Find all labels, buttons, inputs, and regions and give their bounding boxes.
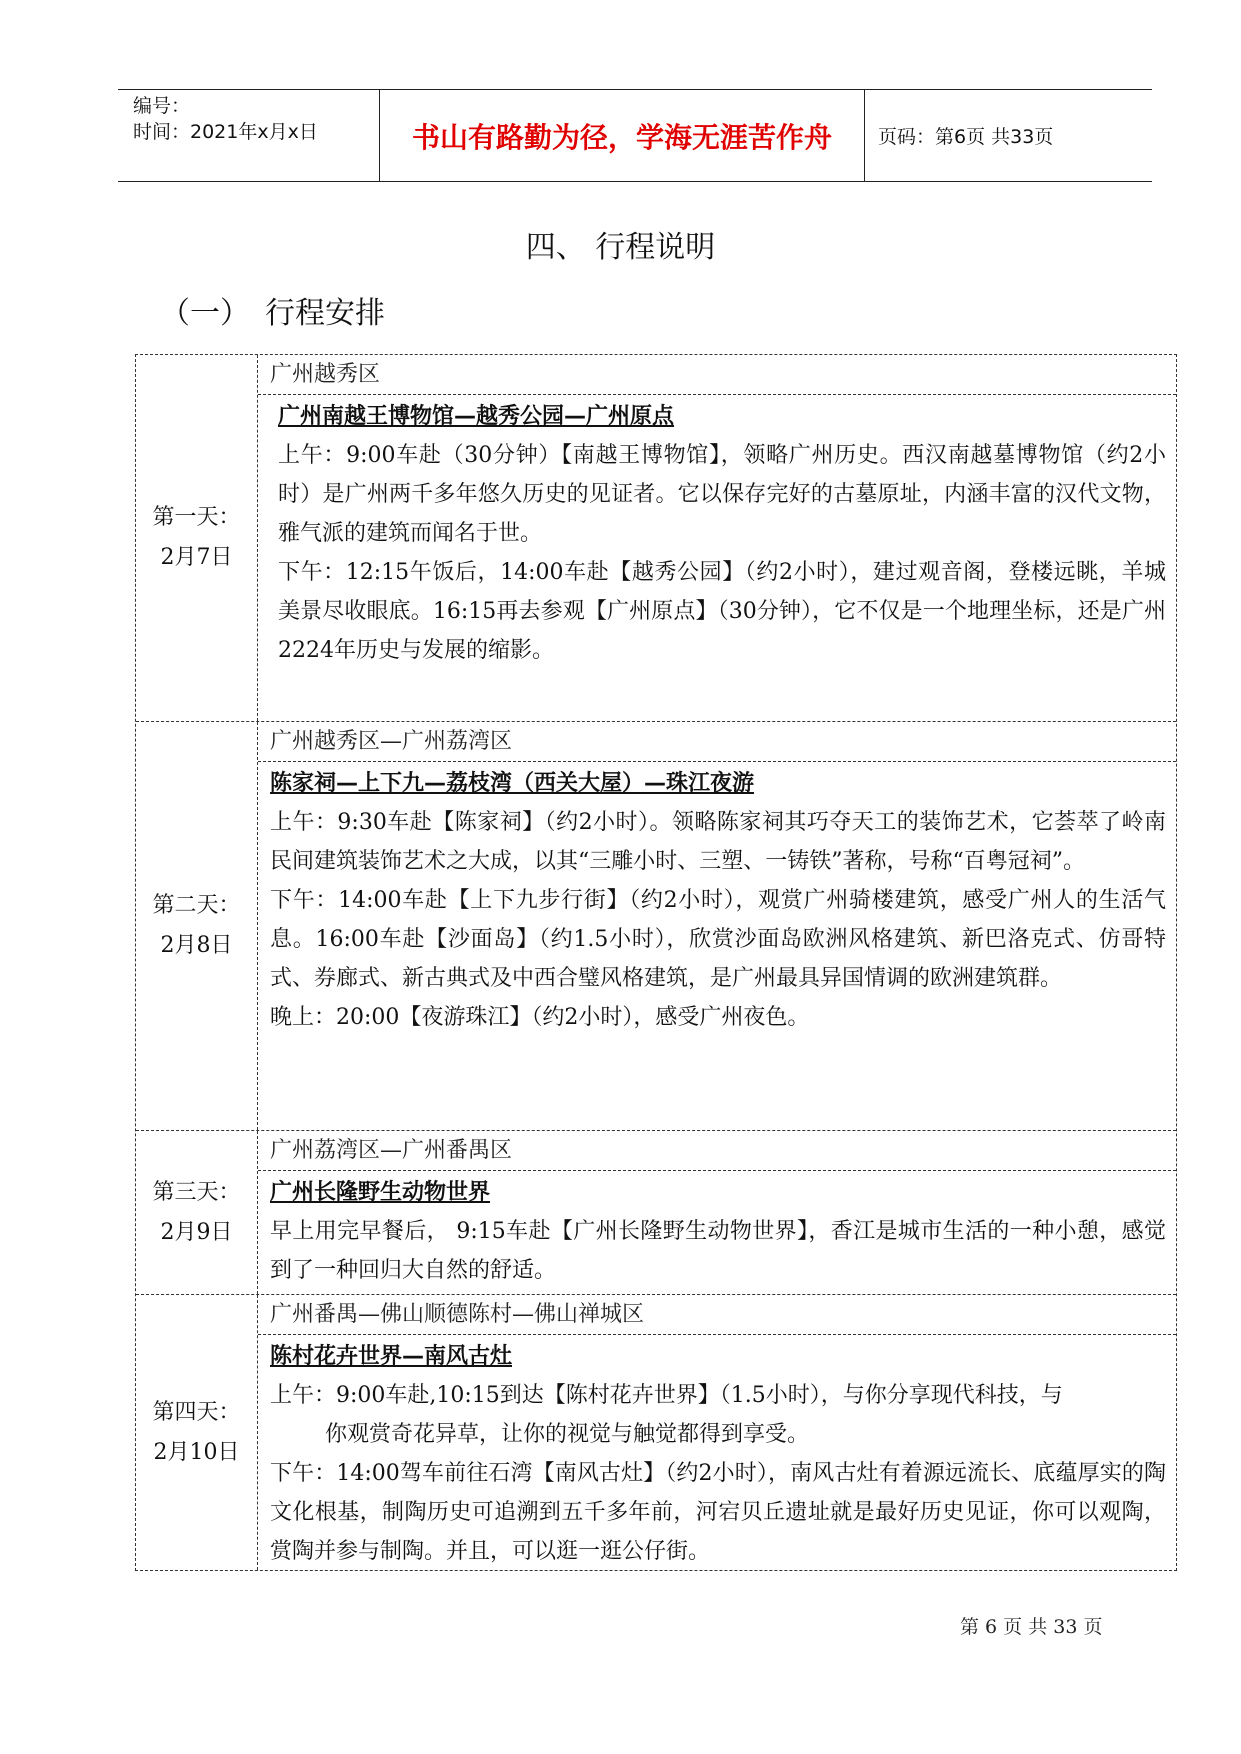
day-body (258, 762, 1176, 1037)
subsection-title: （一） 行程安排 (160, 296, 385, 331)
day-route: 广州南越王博物馆—越秀公园—广州原点 (278, 404, 675, 429)
day-row (136, 1294, 1176, 1570)
day-paragraph: 你观赏奇花异草，让你的视觉与触觉都得到享受。 (325, 1422, 810, 1447)
day-row (136, 721, 1176, 1130)
day-label: 第四天： (152, 1399, 241, 1425)
day-date: 2月9日 (160, 1219, 233, 1245)
day-route: 广州长隆野生动物世界 (270, 1180, 491, 1205)
day-date: 2月7日 (160, 545, 233, 570)
section-title: 四、 行程说明 (525, 230, 716, 265)
day-cell (136, 355, 258, 721)
day-date: 2月8日 (160, 933, 233, 958)
day-content (258, 1295, 1176, 1570)
day-area: 广州番禺—佛山顺德陈村—佛山禅城区 (258, 1295, 1176, 1335)
day-content (258, 722, 1176, 1130)
day-paragraph: 晚上：20:00【夜游珠江】（约2小时），感受广州夜色。 (270, 1005, 810, 1030)
day-body (258, 1171, 1176, 1290)
day-label: 第二天： (152, 893, 241, 918)
day-paragraph: 下午：12:15午饭后，14:00车赴【越秀公园】（约2小时），建过观音阁，登楼远眺，羊城美景尽收眼底。16:15再去参观【广州原点】（30分钟），它不仅是一个地理坐标，还是广州2224年历史与发展的缩影。 (278, 560, 1166, 663)
day-cell (136, 1295, 258, 1570)
day-area: 广州荔湾区—广州番禺区 (258, 1131, 1176, 1171)
day-date: 2月10日 (153, 1439, 240, 1465)
day-paragraph: 下午：14:00车赴【上下九步行街】（约2小时），观赏广州骑楼建筑，感受广州人的生活气息。16:00车赴【沙面岛】（约1.5小时），欣赏沙面岛欧洲风格建筑、新巴洛克式、仿哥特式、券廊式、新古典式及中西合璧风格建筑，是广州最具异国情调的欧洲建筑群。 (270, 888, 1166, 991)
header-divider (864, 90, 865, 181)
day-label: 第一天： (152, 505, 241, 530)
day-content (258, 1131, 1176, 1294)
day-paragraph: 上午：9:00车赴（30分钟）【南越王博物馆】，领略广州历史。西汉南越墓博物馆（约2小时）是广州两千多年悠久历史的见证者。它以保存完好的古墓原址，内涵丰富的汉代文物，雅气派的建筑而闻名于世。 (278, 443, 1166, 546)
day-row (136, 355, 1176, 721)
itinerary-table (135, 354, 1177, 1571)
day-route: 陈家祠—上下九—荔枝湾（西关大屋）—珠江夜游 (270, 771, 755, 796)
header-page-info: 页码：第6页 共33页 (878, 126, 1054, 148)
header-number-label: 编号： (133, 95, 191, 117)
document-header (118, 89, 1152, 182)
day-cell (136, 722, 258, 1130)
day-paragraph: 早上用完早餐后， 9:15车赴【广州长隆野生动物世界】，香江是城市生活的一种小憩，感觉到了一种回归大自然的舒适。 (270, 1219, 1166, 1283)
day-body (258, 395, 1176, 670)
day-paragraph: 上午：9:00车赴,10:15到达【陈村花卉世界】（1.5小时），与你分享现代科技，与 (270, 1383, 1063, 1408)
day-cell (136, 1131, 258, 1294)
day-content (258, 355, 1176, 721)
day-body (258, 1335, 1176, 1571)
header-motto: 书山有路勤为径，学海无涯苦作舟 (411, 120, 832, 154)
day-paragraph: 下午：14:00驾车前往石湾【南风古灶】（约2小时），南风古灶有着源远流长、底蕴厚实的陶文化根基，制陶历史可追溯到五千多年前，河宕贝丘遗址就是最好历史见证，你可以观陶，赏陶并参与制陶。并且，可以逛一逛公仔街。 (270, 1461, 1166, 1564)
day-label: 第三天： (152, 1179, 241, 1205)
day-area: 广州越秀区 (258, 355, 1176, 395)
header-meta (133, 90, 383, 184)
header-time-label: 时间：2021年x月x日 (133, 121, 318, 143)
day-route: 陈村花卉世界—南风古灶 (270, 1344, 513, 1369)
day-area: 广州越秀区—广州荔湾区 (258, 722, 1176, 762)
page-footer: 第 6 页 共 33 页 (960, 1616, 1103, 1638)
day-paragraph: 上午：9:30车赴【陈家祠】（约2小时）。领略陈家祠其巧夺天工的装饰艺术，它荟萃了岭南民间建筑装饰艺术之大成，以其“三雕小时、三塑、一铸铁”著称，号称“百粤冠祠”。 (270, 810, 1166, 874)
day-row (136, 1130, 1176, 1294)
